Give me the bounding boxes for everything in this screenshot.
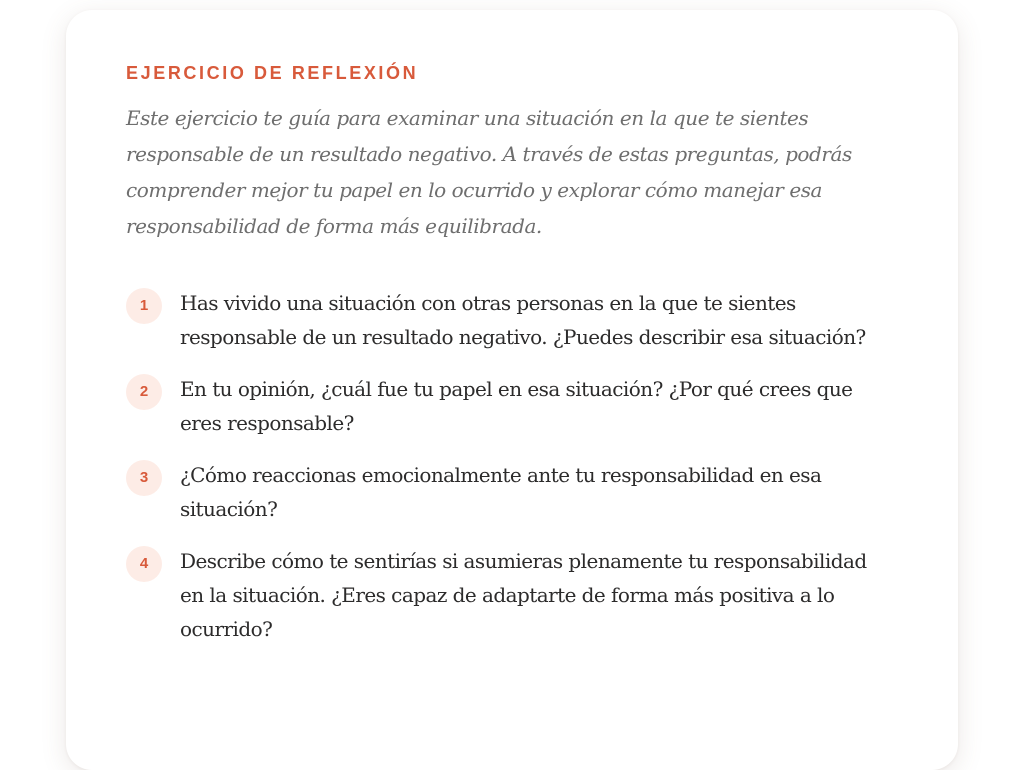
- question-list: [126, 286, 898, 646]
- question-item: [126, 458, 898, 526]
- question-text: Describe cómo te sentirías si asumieras plenamente tu responsabilidad en la situación. ¿Eres capaz de adaptarte de forma más positiva a lo ocurrido?: [180, 549, 867, 641]
- question-item: [126, 372, 898, 440]
- question-text: Has vivido una situación con otras personas en la que te sientes responsable de un resultado negativo. ¿Puedes describir esa situación?: [180, 291, 866, 349]
- question-number-badge: 3: [126, 460, 162, 496]
- question-number-badge: 4: [126, 546, 162, 582]
- exercise-intro: Este ejercicio te guía para examinar una situación en la que te sientes responsable de un resultado negativo. A través de estas preguntas, podrás comprender mejor tu papel en lo ocurrido y explorar cómo manejar esa responsabilidad de forma más equilibrada.: [126, 106, 852, 238]
- question-item: [126, 286, 898, 354]
- exercise-label: EJERCICIO DE REFLEXIÓN: [126, 63, 419, 83]
- question-number-badge: 1: [126, 288, 162, 324]
- question-text: En tu opinión, ¿cuál fue tu papel en esa situación? ¿Por qué crees que eres responsable?: [180, 377, 853, 435]
- question-number-badge: 2: [126, 374, 162, 410]
- reflection-exercise-card: [66, 10, 958, 770]
- question-item: [126, 544, 898, 646]
- question-text: ¿Cómo reaccionas emocionalmente ante tu responsabilidad en esa situación?: [180, 463, 822, 521]
